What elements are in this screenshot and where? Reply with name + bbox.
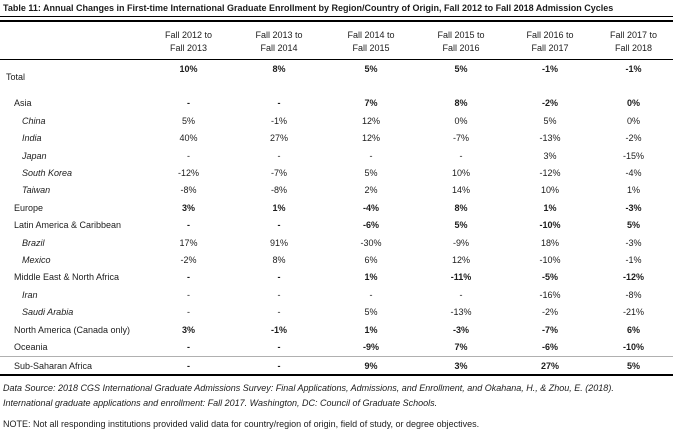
value-cell: 0%	[626, 98, 640, 109]
table-row	[0, 304, 673, 321]
value-cell: 7%	[364, 98, 378, 109]
value-cell: -1%	[541, 63, 558, 74]
table-row	[0, 321, 673, 338]
column-header	[506, 21, 594, 60]
value-cell: 5%	[594, 357, 673, 376]
row-label-header	[0, 21, 145, 60]
value-cell: 10%	[451, 168, 470, 179]
column-header	[326, 21, 416, 60]
table-footnotes	[0, 376, 673, 431]
value-cell: -9%	[452, 237, 469, 248]
value-cell: 14%	[451, 185, 470, 196]
value-cell: -4%	[625, 168, 642, 179]
value-cell: 5%	[364, 307, 378, 318]
value-cell: -7%	[270, 168, 287, 179]
value-cell: 1%	[626, 185, 640, 196]
value-cell: 5%	[454, 220, 468, 231]
table-row	[0, 182, 673, 199]
value-cell: -	[459, 289, 463, 300]
table-title: Table 11: Annual Changes in First-time International Graduate Enrollment by Region/Country of Origin, Fall 2012 to Fall 2018 Admission Cycles	[0, 0, 673, 17]
value-cell: -2%	[180, 255, 197, 266]
value-cell: 5%	[364, 63, 378, 74]
value-cell: 12%	[451, 255, 470, 266]
column-header-line1: Fall 2012 to	[164, 30, 213, 40]
value-cell: 3%	[181, 202, 195, 213]
row-label: South Korea	[22, 168, 73, 179]
table-row	[0, 130, 673, 147]
value-cell: -4%	[362, 202, 379, 213]
value-cell: 40%	[179, 133, 198, 144]
column-header	[145, 21, 232, 60]
value-cell: -	[277, 342, 281, 353]
value-cell: -15%	[622, 150, 644, 161]
value-cell: 8%	[454, 202, 468, 213]
value-cell: -2%	[541, 307, 558, 318]
value-cell: -13%	[450, 307, 472, 318]
value-cell: 1%	[543, 202, 557, 213]
value-cell: -8%	[625, 289, 642, 300]
value-cell: 6%	[626, 324, 640, 335]
row-label: Oceania	[14, 342, 48, 353]
column-header	[416, 21, 506, 60]
value-cell: -3%	[452, 324, 469, 335]
column-header-line2: Fall 2014	[260, 43, 298, 53]
column-header-line2: Fall 2017	[531, 43, 569, 53]
value-cell: -12%	[622, 272, 644, 283]
value-cell: -	[277, 220, 281, 231]
row-label: Europe	[14, 202, 44, 213]
value-cell: -2%	[541, 98, 558, 109]
table-row	[0, 217, 673, 234]
row-label: Brazil	[22, 237, 45, 248]
value-cell: 6%	[364, 255, 378, 266]
value-cell: -1%	[270, 115, 287, 126]
value-cell: 5%	[454, 63, 468, 74]
value-cell: -	[187, 342, 190, 353]
value-cell: -	[145, 357, 232, 376]
value-cell: 1%	[364, 324, 378, 335]
value-cell: -7%	[452, 133, 469, 144]
value-cell: 91%	[269, 237, 288, 248]
value-cell: -9%	[362, 342, 379, 353]
value-cell: 5%	[626, 220, 640, 231]
value-cell: 8%	[454, 98, 468, 109]
enrollment-table	[0, 20, 673, 376]
value-cell: -6%	[362, 220, 379, 231]
value-cell: -5%	[541, 272, 558, 283]
table-row	[0, 252, 673, 269]
row-label: China	[22, 115, 46, 126]
table-row	[0, 95, 673, 112]
validity-note: NOTE: Not all responding institutions provided valid data for country/region of origin, field of study, or degree objectives.	[3, 419, 480, 430]
value-cell: 5%	[543, 115, 557, 126]
value-cell: -	[187, 98, 190, 109]
column-header-line2: Fall 2016	[442, 43, 480, 53]
value-cell: 9%	[326, 357, 416, 376]
table-row	[0, 165, 673, 182]
value-cell: -21%	[622, 307, 644, 318]
value-cell: 5%	[181, 115, 195, 126]
value-cell: 27%	[269, 133, 288, 144]
value-cell: -1%	[625, 63, 642, 74]
table-row	[0, 339, 673, 357]
value-cell: -30%	[360, 237, 382, 248]
value-cell: -3%	[625, 237, 642, 248]
column-header-line1: Fall 2013 to	[255, 30, 303, 40]
column-header-line2: Fall 2018	[614, 43, 653, 53]
value-cell: 17%	[179, 237, 198, 248]
value-cell: -	[187, 307, 190, 318]
value-cell: -	[187, 220, 190, 231]
row-label: Latin America & Caribbean	[14, 220, 122, 231]
column-header	[232, 21, 326, 60]
table-body	[0, 60, 673, 376]
value-cell: 8%	[272, 255, 286, 266]
value-cell: -6%	[541, 342, 558, 353]
column-header-line1: Fall 2014 to	[347, 30, 395, 40]
value-cell: -3%	[625, 202, 642, 213]
value-cell: -13%	[539, 133, 561, 144]
table-row	[0, 112, 673, 129]
value-cell: -	[277, 98, 281, 109]
column-header-line1: Fall 2017 to	[609, 30, 658, 40]
table-header	[0, 21, 673, 60]
value-cell: -12%	[177, 168, 199, 179]
value-cell: -10%	[622, 342, 644, 353]
value-cell: 2%	[364, 185, 378, 196]
value-cell: -	[277, 150, 281, 161]
row-label: Asia	[14, 98, 32, 109]
value-cell: 1%	[272, 202, 286, 213]
value-cell: 0%	[626, 115, 640, 126]
table-row	[0, 199, 673, 216]
column-header-line1: Fall 2016 to	[526, 30, 574, 40]
row-label: Taiwan	[22, 185, 51, 196]
value-cell: 3%	[543, 150, 557, 161]
column-header-line2: Fall 2013	[169, 43, 208, 53]
column-header-line1: Fall 2015 to	[437, 30, 485, 40]
column-header	[594, 21, 673, 60]
row-label: Iran	[22, 289, 38, 300]
value-cell: 10%	[179, 63, 198, 74]
value-cell: 5%	[364, 168, 378, 179]
value-cell: -7%	[541, 324, 558, 335]
row-label: Sub-Saharan Africa	[0, 357, 145, 376]
value-cell: 8%	[272, 63, 286, 74]
data-source-line1: Data Source: 2018 CGS International Graduate Admissions Survey: Final Applications, Admissions, and Enrollment, and Okahana, H., & Zhou, E. (2018).	[3, 383, 614, 394]
value-cell: -11%	[450, 272, 472, 283]
value-cell: -1%	[270, 324, 287, 335]
row-label: Middle East & North Africa	[14, 272, 120, 283]
value-cell: -1%	[625, 255, 642, 266]
value-cell: 3%	[416, 357, 506, 376]
data-source-note	[3, 381, 670, 411]
header-row	[0, 21, 673, 60]
value-cell: -	[187, 289, 190, 300]
value-cell: -	[277, 272, 281, 283]
value-cell: 27%	[506, 357, 594, 376]
value-cell: -	[187, 272, 190, 283]
value-cell: -12%	[539, 168, 561, 179]
table-row	[0, 234, 673, 251]
row-label: India	[22, 133, 42, 144]
row-label: Saudi Arabia	[22, 307, 74, 318]
table-row	[0, 357, 673, 376]
value-cell: 7%	[454, 342, 468, 353]
value-cell: -10%	[539, 255, 561, 266]
column-header-line2: Fall 2015	[352, 43, 390, 53]
value-cell: 3%	[181, 324, 195, 335]
value-cell: -2%	[625, 133, 642, 144]
value-cell: -	[369, 289, 373, 300]
value-cell: -	[277, 289, 281, 300]
value-cell: -	[369, 150, 373, 161]
value-cell: -10%	[539, 220, 561, 231]
table-row	[0, 286, 673, 303]
table-row	[0, 60, 673, 95]
value-cell: 18%	[540, 237, 559, 248]
value-cell: -	[277, 307, 281, 318]
value-cell: 0%	[454, 115, 468, 126]
row-label: Mexico	[22, 255, 51, 266]
data-source-line2: International graduate applications and enrollment: Fall 2017. Washington, DC: Council of Graduate Schools.	[3, 398, 438, 409]
table-row	[0, 269, 673, 286]
value-cell: -8%	[180, 185, 197, 196]
value-cell: -	[232, 357, 326, 376]
value-cell: 12%	[361, 115, 380, 126]
value-cell: -	[459, 150, 463, 161]
row-label: Japan	[22, 150, 47, 161]
value-cell: -16%	[539, 289, 561, 300]
value-cell: 10%	[540, 185, 559, 196]
row-label: Total	[6, 72, 26, 83]
row-label: North America (Canada only)	[14, 324, 131, 335]
table-row	[0, 147, 673, 164]
value-cell: -	[187, 150, 190, 161]
value-cell: 12%	[361, 133, 380, 144]
value-cell: -8%	[270, 185, 287, 196]
value-cell: 1%	[364, 272, 378, 283]
